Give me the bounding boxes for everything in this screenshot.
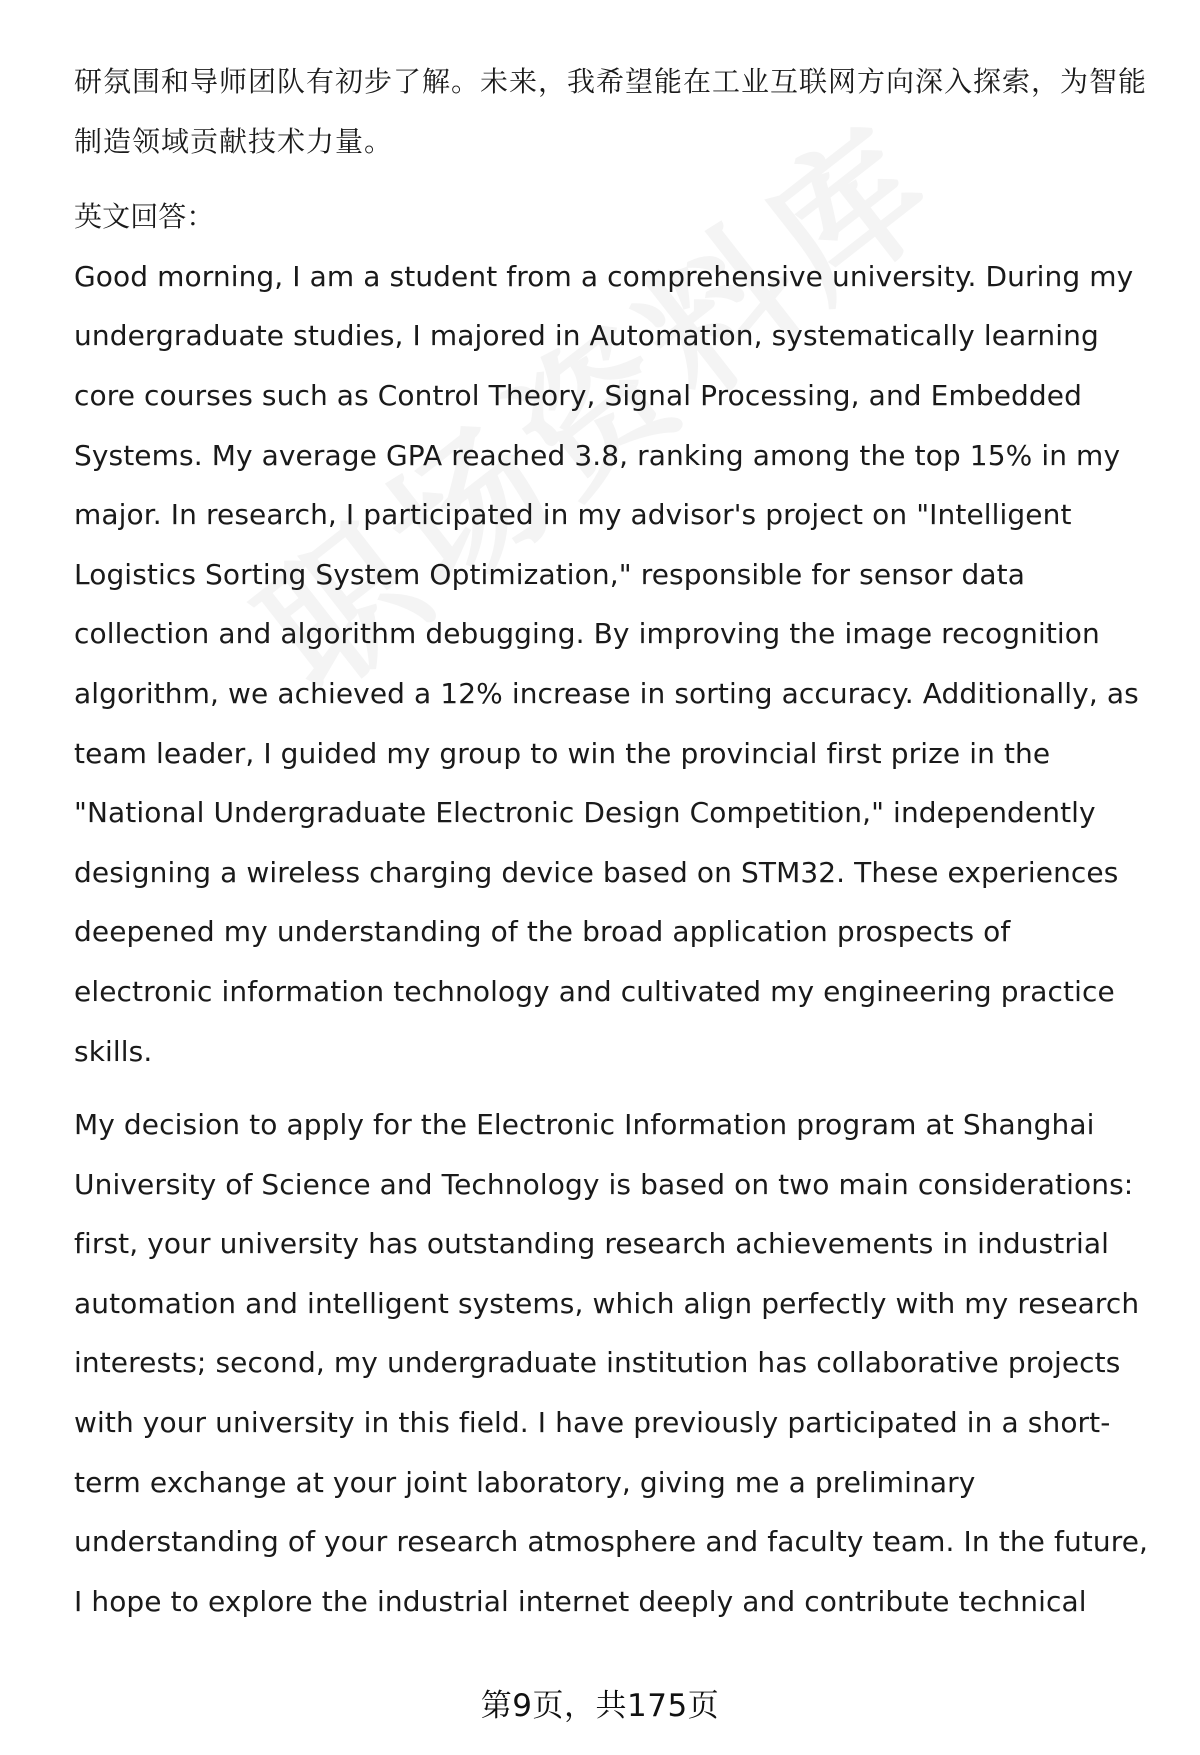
english-answer-heading: 英文回答： [74,200,215,234]
page-number-footer: 第9页，共175页 [480,1688,720,1724]
document-body [74,52,1154,1631]
chinese-continuation-paragraph: 研氛围和导师团队有初步了解。未来，我希望能在工业互联网方向深入探索，为智能制造领域贡献技术力量。 [74,65,1148,158]
english-paragraph-2: My decision to apply for the Electronic Information program at Shanghai University of Science and Technology is based on two main considerations: first, your university has outstanding research achievements in industrial automation and intelligent systems, which align perfectly with my research interests; second, my undergraduate institution has collaborative projects with your university in this field. I have previously participated in a short-term exchange at your joint laboratory, giving me a preliminary understanding of your research atmosphere and faculty team. In the future, I hope to explore the industrial internet deeply and contribute technical [74,1108,1149,1618]
english-paragraph-1: Good morning, I am a student from a comprehensive university. During my undergraduate studies, I majored in Automation, systematically learning core courses such as Control Theory, Signal Processing, and Embedded Systems. My average GPA reached 3.8, ranking among the top 15% in my major. In research, I participated in my advisor's project on "Intelligent Logistics Sorting System Optimization," responsible for sensor data collection and algorithm debugging. By improving the image recognition algorithm, we achieved a 12% increase in sorting accuracy. Additionally, as team leader, I guided my group to win the provincial first prize in the "National Undergraduate Electronic Design Competition," independently designing a wireless charging device based on STM32. These experiences deepened my understanding of the broad application prospects of electronic information technology and cultivated my engineering practice skills. [74,259,1139,1068]
